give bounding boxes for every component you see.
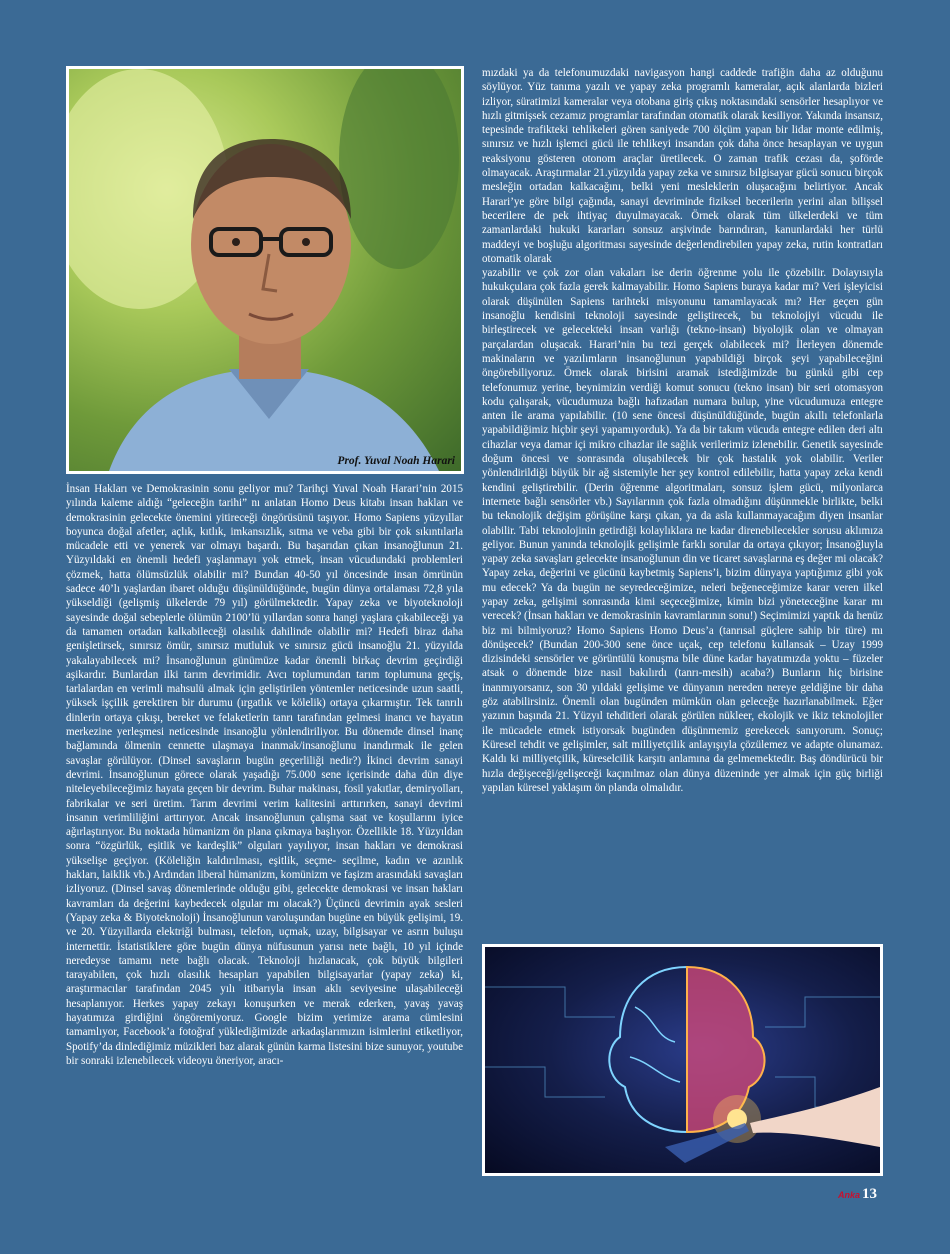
article-paragraph: İnsan Hakları ve Demokrasinin sonu geliyor mu? Tarihçi Yuval Noah Harari’nin 2015 yılında kaleme aldığı “geleceğin tarihi” nı anlatan Homo Deus kitabı insan hakları ve demokrasinin gelecekte önemini yitireceği öngörüsünü taşıyor. Homo Sapiens yüzyıllar boyunca doğal afetler, açlık, kıtlık, imkansızlık, sıtma ve veba gibi bir çok sıkıntılarla mücadele etti ve yenerek var olmayı başardı. Bu başarıdan çıkan insanoğlunun 21. Yüzyıldaki en önemli hedefi yaşlanmayı yok etmek, insan vücudundaki problemleri çözmek, hatta ölümsüzlük olabilir mi? Bundan 40-50 yıl öncesinde insan ömrünün sadece 40’lı yaşlardan ibaret olduğu düşünüldüğünde, bugün dünya ortalaması 72,8 yıla yükseldiği (gelişmiş ülkelerde 79 yıl) görülmektedir. Yapay zeka ve biyoteknoloji sayesinde doğal sebeplerle ölümün 2100’lü yıllardan sonra hangi yaşlara çıkabileceği ya da tamamen ortadan kalkabileceği olasılık dahilinde olabilir mi? Hedefi biraz daha genişletirsek, sınırsız ömür, sınırsız mutluluk ve sınırsız gücü insanoğlu 21. yüzyılda yakalayabilecek mi? İnsanoğlunun günümüze kadar önemli birkaç devrim geçirdiği aşikardır. Bunlardan ilki tarım devrimidir. Avcı toplumundan tarım toplumuna geçiş, tarlalardan en verimli mahsulü almak için geliştirilen yöntemler neticesinde uzun saatli, yüksek işçilik gerektiren bir durumu (ırgatlık ve kölelik) ortaya çıkarmıştır. Tek tanrılı dinlerin ortaya çıkışı, bereket ve felaketlerin tanrı tarafından gelmesi inancı ve hayatın merkezine yerleşmesi neticesinde insanoğlu yönlendiriliyor. Bu dönemde dinsel inanç bağlamında ölmenin cennette ulaşmaya inanmak/insanoğlunu inandırmak ile gelen savaşlar görülüyor. (Dinsel savaşların bugün geçerliliği nedir?) İkinci devrim sanayi devrimi. İnsanoğlunun görece olarak yaşadığı 75.000 sene içerisinde daha dün diye niteleyebileceğimiz hayata geçen bir devrim. Buhar makinası, fosil yakıtlar, demiryolları, fabrikalar ve seri üretim. Tarım devrimi verim kalitesini arttırırken, sanayi devrimi insanın verimliliğini arttırıyor. Ancak insanoğlunun çalışma saat ve koşullarını iyice ağırlaştırıyor. Bu noktada hümanizm ön plana çıkmaya başlıyor. Özellikle 18. Yüzyıldan sonra “özgürlük, eşitlik ve kardeşlik” olguları yayılıyor, insan hakları ve demokrasi yükselişe geçiyor. (Köleliğin kaldırılması, eşitlik, seçme- seçilme, kadın ve azınlık hakları, laiklik vb.) Ardından liberal hümanizm, komünizm ve faşizm arasındaki savaşları izliyoruz. (Dinsel savaş dönemlerinde olduğu gibi, gelecekte demokrasi ve insan hakları kavramları da değerini kaybedecek olgular mı olacak?) Üçüncü devrimin ayak sesleri (Yapay zeka & Biyoteknoloji) İnsanoğlunun varoluşundan bugüne en büyük gelişimi, 19. ve 20. Yüzyıllarda elektriği bulması, telefon, uçmak, uzay, bilgisayar ve asrın buluşu internettir. İstatistiklere göre bugün dünya nüfusunun yarısı nete bağlı, 10 yıl içinde neredeyse tamamı nete bağlı olacak. Teknoloji hızlanacak, çok büyük bilgileri tarayabilen, çok hızlı olasılık hesapları yapabilen bilgisayarlar (yapay zeka) ki, araştırmacılar tarafından 2045 yılı itibarıyla insan aklı seviyesine ulaşabileceği hesaplanıyor. Herkes yapay zekayı konuşurken ve merak ederken, yavaş yavaş hayatımıza girdiğini öngöremiyoruz. Google bizim yerimize arama cümlesini tamamlıyor, Facebook’a fotoğraf yüklediğimizde arkadaşlarımızın isimlerini etiketliyor, Spotify’da dinlediğimiz müzikleri baz alarak günün karma listesini bize sunuyor, youtube bir sonraki izlenebilecek videoyu öneriyor, aracı- [66, 483, 463, 1067]
article-column-left [66, 482, 463, 1174]
magazine-logo: Anka [837, 1189, 860, 1200]
author-photo-frame [66, 66, 464, 474]
photo-caption: Prof. Yuval Noah Harari [337, 455, 455, 467]
article-paragraph: yazabilir ve çok zor olan vakaları ise derin öğrenme yolu ile çözebilir. Dolayısıyla hukukçulara çok fazla gerek kalmayabilir. Homo Sapiens buraya kadar mı? Veri işleyicisi olarak düşünülen Sapiens tarihteki misyonunu tamamlayacak mı? Her geçen gün insanoğlu kendisini teknoloji sayesinde geliştirecek, bu teknolojiyi vücudu ile birleştirecek ve gelecekteki insan varlığı (tekno-insan) biyolojik olan ve olmayan parçalardan oluşacak. Harari’nin bu tezi gerçek olabilecek mi? İlerleyen dönemde makinaların ve yazılımların insanoğlunun yapabildiği birçok şeyi yapabileceğini öngörebiliyoruz. Örnek olarak birisini aramak istediğimizde bu günkü gibi cep telefonumuz yerine, beynimizin verdiği komut sonucu (tekno insan) bir seri otomasyon kodu çalışarak, vücudumuza bağlı hafızadan numara bulup, yine vücudumuza entegre anten ile arama yapılabilir. (10 sene öncesi düşünüldüğünde, bugün akıllı telefonlarla yapabildiğimiz hiçbir şeyi yapamıyorduk). Ya da bir takım vücuda entegre edilen deri altı cihazlar veya damar içi mikro cihazlar ile sağlık verilerimiz izlenebilir. Genetik sayesinde doğum öncesi ve sonrasında oluşabilecek bir çok hastalık yok olabilir. Veriler yönlendirildiği büyük bir ağ sistemiyle her şey kontrol edilebilir, hatta yapay zeka kendi kendini geliştirebilir. (Derin öğrenme algoritmaları, sonsuz işlem gücü, milyonlarca internete bağlı sensörler vb.) Sayılarının çok fazla olmadığını düşünmekle birlikte, belki bu teknolojik değişim görüşüne karşı çıkan, ya da asla kullanmayacağım diyen insanlar olabilir. Tabi teknolojinin getirdiği kolaylıklara ne kadar direnebilecekler sorusu aklımıza geliyor. Bunun yanında teknolojik gelişimle farklı sorular da ortaya çıkıyor; İnsanoğluyla yapay zeka savaşları gelecekte insanoğlunun din ve ticaret savaşlarına eş değer mi olacak? Yapay zeka, değerini ve gücünü kaybetmiş Sapiens’i, bizim dünyaya yaptığımız gibi yok mu edecek? Ya da bugün ne seyredeceğimize, neleri beğeneceğimize karar veren ilkel yapay zeka, gelişimi sonrasında kimi seçeceğimize, kimin bizi yöneteceğine karar mı verecek? (İnsan hakları ve demokrasinin kavramlarının sonu!) Seçimimizi yaptık da henüz biz mi bilmiyoruz? Homo Sapiens Homo Deus’a (tanrısal güçlere sahip bir türe) mı dönüşecek? (Bundan 200-300 sene önce uçak, cep telefonu kullansak – Uzay 1999 dizisindeki sensörler ve görüntülü konuşma bile düne kadar hayatımızda yoktu – füzeler atsak o dönemde bize nasıl bakılırdı (tanrı-mesih) acaba?) Bunların hiç birisine inanmıyorsanız, son 30 yıldaki gelişime ve dünyanın nereden nereye geldiğine bir daha göz atabilirsiniz. Önemli olan bugünden mümkün olan geleceğe hazırlanabilmek. Eğer yazının başında 21. Yüzyıl tehditleri olarak görülen nükleer, ekolojik ve ikiz teknolojiler ile mücadele etmek istiyorsak bugünden düşünmemiz gerekecek sanıyorum. Sonuç; Küresel tehdit ve gelişimler, salt milliyetçilik anlayışıyla çözülemez ve adapte olunamaz. Kaldı ki milliyetçilik, küreselcilik karşıtı anlamına da gelmemektedir. Baş döndürücü bir hızla değişeceği/gelişeceği kaçınılmaz olan dünya düzeninde yer almak için güç birliği yapılan küresel yaklaşım ön planda olmalıdır. [482, 267, 883, 794]
brain-hand-illustration [485, 947, 880, 1173]
page-footer [838, 1186, 877, 1203]
ai-brain-image [485, 947, 880, 1173]
author-photo [69, 69, 461, 471]
article-column-right [482, 66, 883, 936]
page-number: 13 [862, 1186, 877, 1202]
portrait-illustration [69, 69, 461, 471]
ai-brain-image-frame [482, 944, 883, 1176]
article-paragraph: mızdaki ya da telefonumuzdaki navigasyon hangi caddede trafiğin daha az olduğunu söylüyor. Yüz tanıma yazılı ve yapay zeka programlı kameralar, açık alanlarda bizleri izliyor, süratimizi kameralar veya otobana giriş çıkış noktasındaki sensörler hesaplıyor ve hızlı gitmişsek cezamız programlar tarafından otomatik olarak kesiliyor. Yakında insansız, tepesinde trafikteki tehlikeleri gören saniyede 700 ölçüm yapan bir lidar monte edilmiş, sınırsız ve hızlı işlemci gücü ile tehlikeyi insandan çok daha önce hesaplayan ve uygun reaksiyonu gösteren otonom araçlar üretilecek. O zaman trafik cezası da, şoförde olmayacak. Araştırmalar 21.yüzyılda yapay zeka ve sınırsız bilgisayar gücü sonucu birçok mesleğin ortadan kalkacağını, belki yeni mesleklerin oluşacağını belirtiyor. Ancak Harari’ye göre bilgi çağında, sanayi devriminde fiziksel becerilerin yerini alan bilişsel becerilere de pek ihtiyaç duyulmayacak. Örnek olarak tüm ülkelerdeki ve tüm zamanlardaki hukuki kararları sonsuz arşivinde barındıran, kanunlardaki her türlü maddeyi ve boşluğu algoritması sayesinde değerlendirebilen yapay zeka, rutin kontratları otomatik olarak [482, 67, 883, 265]
